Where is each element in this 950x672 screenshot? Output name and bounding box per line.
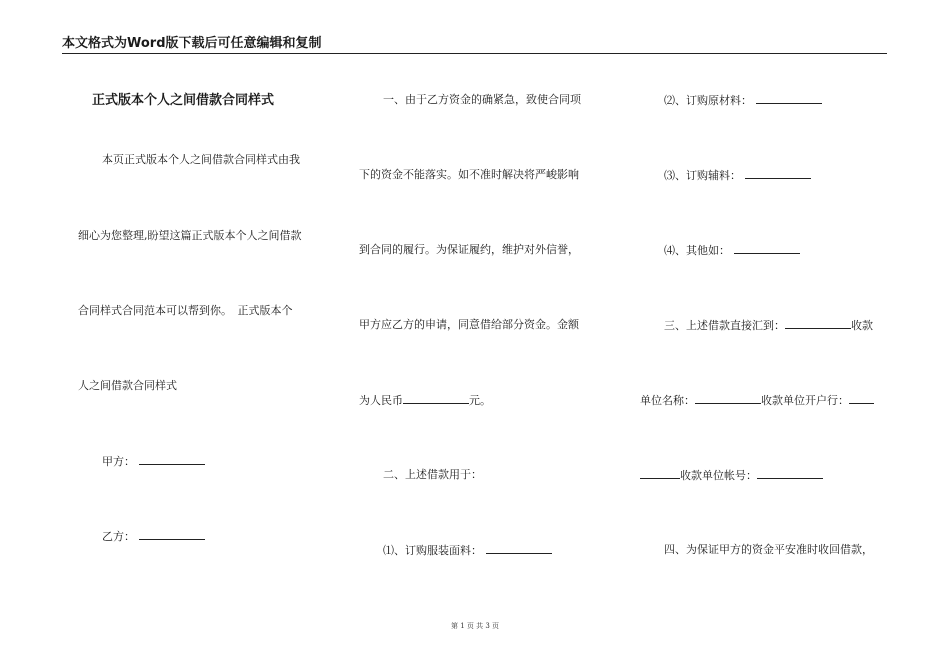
party-a-label: 甲方：	[102, 455, 135, 468]
unit-name-label: 单位名称：	[640, 394, 695, 407]
clause-1-line-1: 一、由于乙方资金的确紧急，致使合同项	[383, 93, 581, 106]
remit-suffix: 收款	[851, 319, 873, 332]
clause-2-item-4	[664, 243, 800, 258]
item-1-label: ⑴、订购服装面料：	[383, 544, 482, 557]
account-blank	[757, 468, 823, 479]
amount-prefix: 为人民币	[359, 394, 403, 407]
clause-3-line-2	[640, 393, 874, 408]
bank-label: 收款单位开户行：	[761, 394, 849, 407]
intro-line-2: 细心为您整理,盼望这篇正式版本个人之间借款	[78, 229, 302, 242]
bank-blank-cont	[640, 468, 680, 479]
clause-1-line-2: 下的资金不能落实。如不准时解决将严峻影响	[359, 168, 579, 181]
item-2-blank	[756, 93, 822, 104]
party-b-line	[102, 529, 205, 544]
bank-blank	[849, 393, 874, 404]
item-3-blank	[745, 168, 811, 179]
clause-3-line-3	[640, 468, 823, 483]
page-header	[62, 36, 887, 54]
clause-4-line-1: 四、为保证甲方的资金平安准时收回借款，	[664, 543, 873, 556]
amount-suffix: 元。	[469, 394, 491, 407]
item-1-blank	[486, 543, 552, 554]
clause-2-item-2	[664, 93, 822, 108]
header-text: 本文格式为Word版下载后可任意编辑和复制	[62, 36, 322, 51]
account-label: 收款单位帐号：	[680, 469, 757, 482]
page-footer: 第 1 页 共 3 页	[450, 622, 500, 630]
party-b-blank	[139, 529, 205, 540]
item-2-label: ⑵、订购原材料：	[664, 94, 752, 107]
party-b-label: 乙方：	[102, 530, 135, 543]
party-a-line	[102, 454, 205, 469]
unit-name-blank	[695, 393, 761, 404]
item-3-label: ⑶、订购辅料：	[664, 169, 741, 182]
clause-2-item-1	[383, 543, 552, 558]
document-title: 正式版本个人之间借款合同样式	[92, 93, 275, 108]
amount-blank	[403, 393, 469, 404]
intro-line-1: 本页正式版本个人之间借款合同样式由我	[102, 153, 300, 166]
remit-label: 三、上述借款直接汇到：	[664, 319, 785, 332]
item-4-blank	[734, 243, 800, 254]
clause-1-amount-line	[359, 393, 491, 408]
clause-2-heading: 二、上述借款用于：	[383, 468, 482, 481]
item-4-label: ⑷、其他如：	[664, 244, 730, 257]
clause-3-line-1	[664, 318, 873, 333]
intro-line-3: 合同样式合同范本可以帮到你。 正式版本个	[78, 304, 293, 317]
party-a-blank	[139, 454, 205, 465]
clause-2-item-3	[664, 168, 811, 183]
clause-1-line-4: 甲方应乙方的申请，同意借给部分资金。金额	[359, 318, 579, 331]
intro-line-4: 人之间借款合同样式	[78, 379, 177, 392]
clause-1-line-3: 到合同的履行。为保证履约，维护对外信誉，	[359, 243, 579, 256]
remit-blank	[785, 318, 851, 329]
